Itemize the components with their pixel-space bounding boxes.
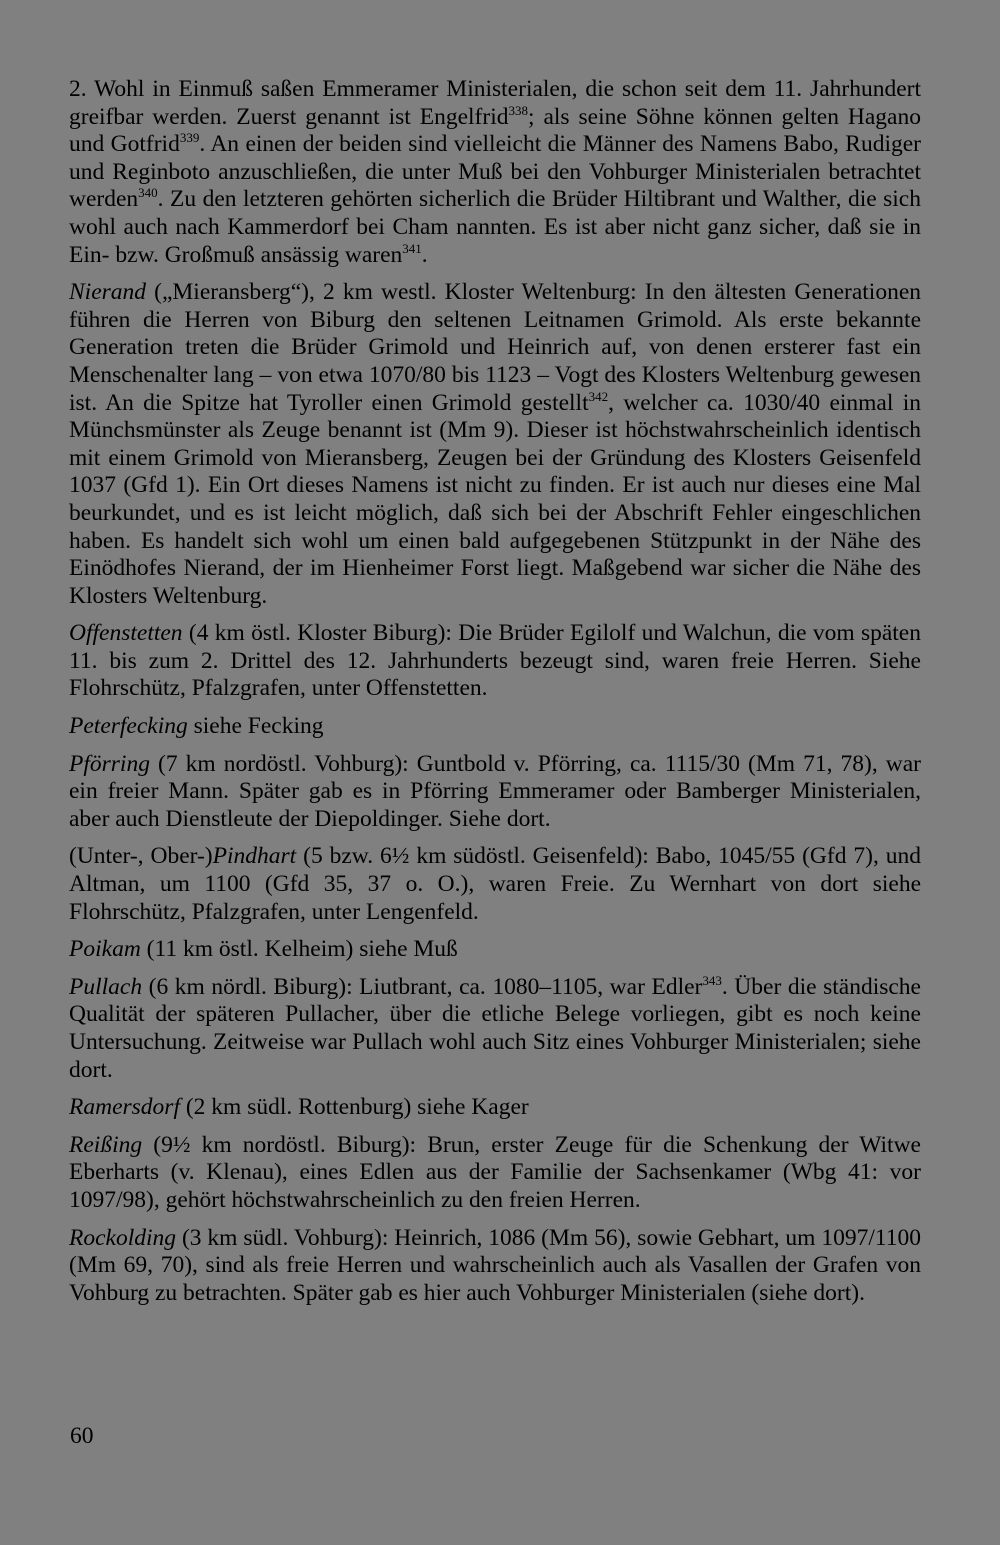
entry-heading: Pförring (69, 750, 150, 777)
paragraph (69, 76, 921, 269)
text-run: (4 km östl. Kloster Biburg): Die Brüder Egilolf und Walchun, die vom späten 11. bis zum 2. Drittel des 12. Jahrhunderts bezeugt sind, waren freie Herren. Siehe Flohrschütz, Pfalzgrafen, unter Offenstetten. (69, 620, 921, 702)
entry-heading: Ramersdorf (69, 1094, 180, 1121)
text-run: 2. Wohl in Einmuß saßen Emmeramer Ministerialen, die schon seit dem 11. Jahrhundert greifbar werden. Zuerst genannt ist Engelfrid (69, 76, 921, 130)
entry-heading: Nierand (69, 279, 147, 306)
footnote-ref: 338 (508, 102, 528, 118)
paragraph (69, 1225, 921, 1308)
page-number: 60 (70, 1423, 94, 1449)
entry-heading: Poikam (69, 936, 141, 963)
entry-heading: Pindhart (212, 843, 297, 870)
paragraph (69, 751, 921, 834)
text-run: (Unter-, Ober-) (69, 843, 213, 870)
text-run: . Über die ständische Qualität der späteren Pullacher, über die etliche Belege vorliegen, gibt es noch keine Untersuchung. Zeitweise war Pullach wohl auch Sitz eines Vohburger Ministerialen; siehe dort. (69, 973, 921, 1083)
text-run: (3 km südl. Vohburg): Heinrich, 1086 (Mm 56), sowie Gebhart, um 1097/1100 (Mm 69, 70), sind als freie Herren und wahrscheinlich auch als Vasallen der Grafen von Vohburg zu betrachten. Später gab es hier auch Vohburger Ministerialen (siehe dort). (69, 1224, 921, 1306)
text-run: (6 km nördl. Biburg): Liutbrant, ca. 1080–1105, war Edler (142, 973, 703, 1000)
paragraph (69, 620, 921, 703)
text-run: (5 bzw. 6½ km südöstl. Geisenfeld): Babo, 1045/55 (Gfd 7), und Altman, um 1100 (Gfd 35, 37 o. O.), waren Freie. Zu Wernhart von dort siehe Flohrschütz, Pfalzgrafen, unter Lengenfeld. (69, 843, 921, 925)
text-run: . Zu den letzteren gehörten sicherlich die Brüder Hiltibrant und Walther, die sich wohl auch nach Kammerdorf bei Cham nannten. Es ist aber nicht ganz sicher, daß sie in Ein- bzw. Großmuß ansässig waren (69, 186, 921, 268)
paragraph (69, 279, 921, 610)
entry-heading: Pullach (69, 973, 143, 1000)
paragraph (69, 974, 921, 1084)
footnote-ref: 342 (588, 388, 609, 404)
paragraph (69, 1132, 921, 1215)
paragraph (69, 1094, 921, 1122)
main-text (69, 76, 921, 1317)
entry-heading: Offenstetten (69, 620, 183, 647)
footnote-ref: 341 (402, 240, 422, 256)
paragraph (69, 713, 921, 741)
entry-heading: Peterfecking (69, 713, 188, 740)
text-run: ; als seine Söhne können gelten Hagano und Gotfrid (69, 103, 921, 158)
text-run: (11 km östl. Kelheim) siehe Muß (140, 936, 458, 963)
paragraph (69, 843, 921, 926)
text-run: (9½ km nordöstl. Biburg): Brun, erster Zeuge für die Schenkung der Witwe Eberharts (v. Klenau), eines Edlen aus der Familie der Sachsenkamer (Wbg 41: vor 1097/98), gehört höchstwahrscheinlich zu den freien Herren. (69, 1131, 921, 1213)
footnote-ref: 340 (138, 185, 158, 201)
entry-heading: Reißing (69, 1131, 143, 1158)
paragraph (69, 936, 921, 964)
text-run: („Mieransberg“), 2 km westl. Kloster Weltenburg: In den ältesten Generationen führen die Herren von Biburg den seltenen Leitnamen Grimold. Als erste bekannte Generation treten die Brüder Grimold und Heinrich auf, von denen ersterer fast ein Menschenalter lang – von etwa 1070/80 bis 1123 – Vogt des Klosters Weltenburg gewesen ist. An die Spitze hat Tyroller einen Grimold gestellt (69, 279, 921, 416)
footnote-ref: 339 (179, 130, 200, 146)
text-run: (2 km südl. Rottenburg) siehe Kager (179, 1094, 529, 1121)
entry-heading: Rockolding (69, 1224, 177, 1251)
text-run: siehe Fecking (187, 713, 324, 740)
text-run: , welcher ca. 1030/40 einmal in Münchsmünster als Zeuge benannt ist (Mm 9). Dieser ist höchstwahrscheinlich identisch mit einem Grimold von Mieransberg, Zeugen bei der Gründung des Klosters Geisenfeld 1037 (Gfd 1). Ein Ort dieses Namens ist nicht zu finden. Er ist auch nur dieses eine Mal beurkundet, und es ist leicht möglich, daß sich bei der Abschrift Fehler eingeschlichen haben. Es handelt sich wohl um einen bald aufgegebenen Stützpunkt in der Nähe des Einödhofes Nierand, der im Hienheimer Forst liegt. Maßgebend war sicher die Nähe des Klosters Weltenburg. (69, 389, 921, 609)
footnote-ref: 343 (702, 972, 722, 988)
text-run: . (421, 241, 428, 268)
text-run: . An einen der beiden sind vielleicht die Männer des Namens Babo, Rudiger und Reginboto anzuschließen, die unter Muß bei den Vohburger Ministerialen betrachtet werden (69, 131, 921, 213)
text-run: (7 km nordöstl. Vohburg): Guntbold v. Pförring, ca. 1115/30 (Mm 71, 78), war ein freier Mann. Später gab es in Pförring Emmeramer oder Bamberger Ministerialen, aber auch Dienstleute der Diepoldinger. Siehe dort. (69, 750, 921, 832)
